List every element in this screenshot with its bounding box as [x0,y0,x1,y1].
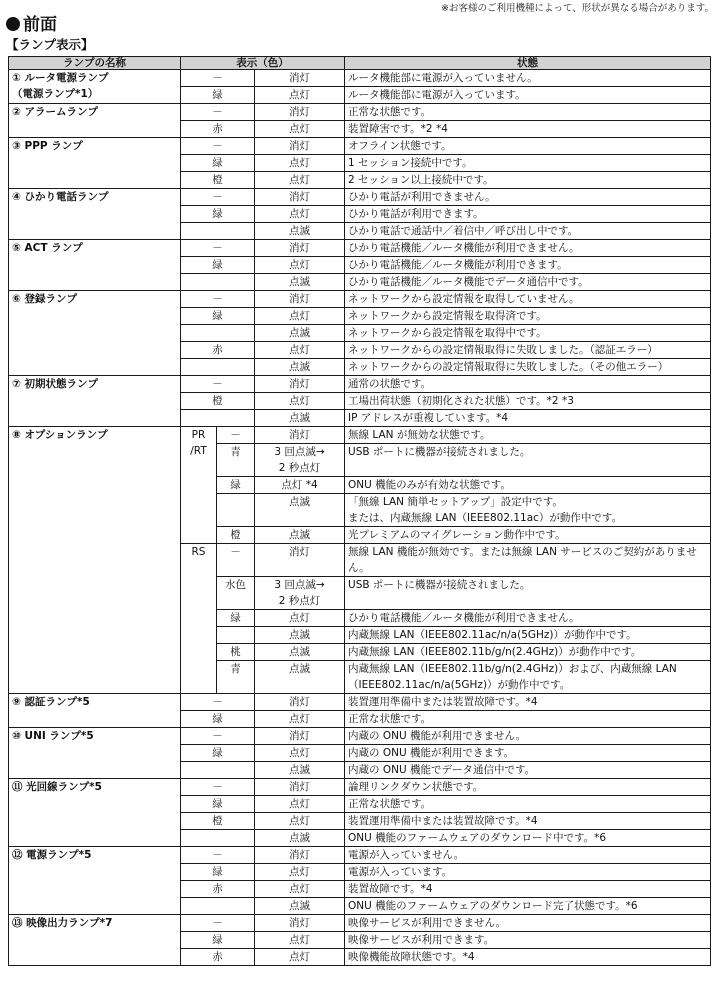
model-label: PR /RT [181,427,217,544]
lamp-status: ひかり電話機能／ルータ機能が利用できません。 [345,240,711,257]
lamp-name: ⑤ ACT ランプ [9,240,181,291]
lamp-color [181,274,255,291]
lamp-color [181,410,255,427]
lamp-display: 点灯 [255,342,345,359]
lamp-status: 装置運用準備中または装置故障です。*4 [345,813,711,830]
lamp-color: 青 [217,444,255,477]
lamp-name: ⑧ オプションランプ [9,427,181,694]
lamp-display: 点灯 [255,864,345,881]
lamp-status: 1 セッション接続中です。 [345,155,711,172]
lamp-status: ネットワークからの設定情報取得に失敗しました。（その他エラー） [345,359,711,376]
lamp-color: 赤 [181,121,255,138]
lamp-display: 点灯 *4 [255,477,345,494]
lamp-status: 2 セッション以上接続中です。 [345,172,711,189]
lamp-color [181,898,255,915]
lamp-status: 映像サービスが利用できます。 [345,932,711,949]
lamp-status: ひかり電話が利用できません。 [345,189,711,206]
lamp-color: － [217,427,255,444]
lamp-color [217,627,255,644]
lamp-display: 点滅 [255,223,345,240]
lamp-status: 無線 LAN 機能が無効です。または無線 LAN サービスのご契約がありません。 [345,544,711,577]
lamp-display: 消灯 [255,915,345,932]
lamp-status: 装置故障です。*4 [345,881,711,898]
lamp-status: 光プレミアムのマイグレーション動作中です。 [345,527,711,544]
lamp-color: 橙 [181,813,255,830]
lamp-status: ひかり電話で通話中／着信中／呼び出し中です。 [345,223,711,240]
lamp-display: 点灯 [255,121,345,138]
lamp-color: 緑 [181,257,255,274]
lamp-status: 内蔵の ONU 機能でデータ通信中です。 [345,762,711,779]
table-row [9,915,711,932]
lamp-status: ネットワークから設定情報を取得済です。 [345,308,711,325]
lamp-display: 消灯 [255,694,345,711]
lamp-color: 緑 [181,206,255,223]
lamp-status: 装置運用準備中または装置故障です。*4 [345,694,711,711]
lamp-display: 点灯 [255,393,345,410]
lamp-status: 正常な状態です。 [345,104,711,121]
lamp-name: ③ PPP ランプ [9,138,181,189]
lamp-name: ⑫ 電源ランプ*5 [9,847,181,915]
lamp-color: 緑 [181,87,255,104]
lamp-color: － [181,189,255,206]
lamp-color: 赤 [181,949,255,966]
lamp-display: 消灯 [255,544,345,577]
lamp-status: 論理リンクダウン状態です。 [345,779,711,796]
lamp-display: 点灯 [255,949,345,966]
lamp-display: 点灯 [255,610,345,627]
lamp-display: 消灯 [255,376,345,393]
lamp-color: 緑 [181,864,255,881]
lamp-display: 点滅 [255,644,345,661]
lamp-color [181,762,255,779]
lamp-display: 点灯 [255,172,345,189]
lamp-color [217,494,255,527]
lamp-table [8,56,711,966]
lamp-display: 点灯 [255,745,345,762]
lamp-status: 工場出荷状態（初期化された状態）です。*2 *3 [345,393,711,410]
lamp-color [181,359,255,376]
lamp-color: － [181,104,255,121]
lamp-display: 点滅 [255,762,345,779]
lamp-status: 正常な状態です。 [345,711,711,728]
table-row [9,70,711,87]
lamp-display: 消灯 [255,104,345,121]
lamp-status: 電源が入っています。 [345,864,711,881]
lamp-color: － [181,915,255,932]
lamp-color: － [181,240,255,257]
lamp-status: ひかり電話が利用できます。 [345,206,711,223]
lamp-status: 内蔵の ONU 機能が利用できます。 [345,745,711,762]
lamp-color: － [181,376,255,393]
lamp-display: 点滅 [255,661,345,694]
lamp-display: 消灯 [255,138,345,155]
lamp-display: 点滅 [255,359,345,376]
lamp-color: 緑 [217,477,255,494]
lamp-display: 3 回点滅→ 2 秒点灯 [255,444,345,477]
lamp-name: ⑩ UNI ランプ*5 [9,728,181,779]
model-label: RS [181,544,217,694]
lamp-display: 点灯 [255,932,345,949]
lamp-color: 赤 [181,342,255,359]
lamp-display: 点灯 [255,796,345,813]
lamp-display: 点灯 [255,206,345,223]
lamp-color: － [181,847,255,864]
lamp-color: 桃 [217,644,255,661]
table-row [9,728,711,745]
lamp-color: 緑 [181,155,255,172]
lamp-status: ネットワークからの設定情報取得に失敗しました。（認証エラー） [345,342,711,359]
front-title-text: 前面 [23,15,57,35]
lamp-status: ひかり電話機能／ルータ機能が利用できます。 [345,257,711,274]
lamp-color: － [181,291,255,308]
col-header-name: ランプの名称 [9,57,181,70]
lamp-color: 緑 [181,745,255,762]
lamp-name: ⑥ 登録ランプ [9,291,181,376]
model-note: ※お客様のご利用機種によって、形状が異なる場合があります。 [440,3,714,14]
lamp-name: ② アラームランプ [9,104,181,138]
lamp-status: 内蔵の ONU 機能が利用できません。 [345,728,711,745]
lamp-display: 3 回点滅→ 2 秒点灯 [255,577,345,610]
lamp-display: 点滅 [255,898,345,915]
lamp-color: 橙 [181,393,255,410]
lamp-status: 装置障害です。*2 *4 [345,121,711,138]
lamp-display: 点灯 [255,155,345,172]
lamp-display: 点灯 [255,87,345,104]
lamp-color: － [181,138,255,155]
table-row [9,694,711,711]
lamp-display: 消灯 [255,291,345,308]
lamp-status: 内蔵無線 LAN（IEEE802.11b/g/n(2.4GHz)）および、内蔵無線 LAN（IEEE802.11ac/n/a(5GHz)）が動作中です。 [345,661,711,694]
lamp-display: 点滅 [255,627,345,644]
lamp-display: 点灯 [255,711,345,728]
col-header-display: 表示（色） [181,57,345,70]
table-row [9,376,711,393]
lamp-status: USB ポートに機器が接続されました。 [345,577,711,610]
lamp-name: ⑨ 認証ランプ*5 [9,694,181,728]
lamp-color: 橙 [181,172,255,189]
lamp-status: 映像機能故障状態です。*4 [345,949,711,966]
lamp-color [181,325,255,342]
lamp-color: 橙 [217,527,255,544]
lamp-name: ⑪ 光回線ランプ*5 [9,779,181,847]
lamp-color: － [181,779,255,796]
lamp-name: ⑦ 初期状態ランプ [9,376,181,427]
col-header-status: 状態 [345,57,711,70]
lamp-display: 点滅 [255,494,345,527]
lamp-status: USB ポートに機器が接続されました。 [345,444,711,477]
lamp-status: 電源が入っていません。 [345,847,711,864]
table-row [9,779,711,796]
section-title: 【ランプ表示】 [6,37,94,52]
lamp-display: 点灯 [255,813,345,830]
lamp-name: ④ ひかり電話ランプ [9,189,181,240]
lamp-display: 消灯 [255,70,345,87]
lamp-display: 消灯 [255,728,345,745]
lamp-display: 消灯 [255,427,345,444]
lamp-status: ONU 機能のファームウェアのダウンロード完了状態です。*6 [345,898,711,915]
lamp-color: － [181,728,255,745]
lamp-display: 点滅 [255,830,345,847]
lamp-color [181,830,255,847]
table-header-row [9,57,711,70]
lamp-color: 緑 [217,610,255,627]
lamp-name: ⑬ 映像出力ランプ*7 [9,915,181,966]
bullet-icon [6,17,20,31]
lamp-color: － [217,544,255,577]
table-row [9,847,711,864]
lamp-display: 消灯 [255,779,345,796]
lamp-color: 水色 [217,577,255,610]
lamp-color: 緑 [181,796,255,813]
lamp-display: 消灯 [255,189,345,206]
lamp-color: － [181,694,255,711]
lamp-display: 点滅 [255,410,345,427]
front-title [6,10,57,35]
lamp-color: 青 [217,661,255,694]
lamp-status: 内蔵無線 LAN（IEEE802.11b/g/n(2.4GHz)）が動作中です。 [345,644,711,661]
lamp-color: 緑 [181,711,255,728]
table-row [9,240,711,257]
lamp-display: 消灯 [255,847,345,864]
lamp-status: オフライン状態です。 [345,138,711,155]
lamp-status: 「無線 LAN 簡単セットアップ」設定中です。 または、内蔵無線 LAN（IEEE802.11ac）が動作中です。 [345,494,711,527]
lamp-status: 内蔵無線 LAN（IEEE802.11ac/n/a(5GHz)）が動作中です。 [345,627,711,644]
lamp-display: 点滅 [255,325,345,342]
lamp-status: 映像サービスが利用できません。 [345,915,711,932]
lamp-status: ひかり電話機能／ルータ機能でデータ通信中です。 [345,274,711,291]
table-row [9,104,711,121]
table-row [9,427,711,444]
lamp-display: 点灯 [255,881,345,898]
lamp-color: 緑 [181,932,255,949]
lamp-name: ① ルータ電源ランプ （電源ランプ*1） [9,70,181,104]
lamp-display: 点灯 [255,257,345,274]
lamp-color: － [181,70,255,87]
lamp-status: 通常の状態です。 [345,376,711,393]
lamp-status: ネットワークから設定情報を取得中です。 [345,325,711,342]
lamp-status: ONU 機能のみが有効な状態です。 [345,477,711,494]
lamp-display: 点灯 [255,308,345,325]
lamp-display: 点滅 [255,527,345,544]
table-row [9,138,711,155]
lamp-color: 緑 [181,308,255,325]
lamp-status: ネットワークから設定情報を取得していません。 [345,291,711,308]
lamp-display: 点滅 [255,274,345,291]
lamp-status: ルータ機能部に電源が入っていません。 [345,70,711,87]
lamp-display: 消灯 [255,240,345,257]
table-row [9,189,711,206]
lamp-color [181,223,255,240]
lamp-color: 赤 [181,881,255,898]
lamp-status: IP アドレスが重複しています。*4 [345,410,711,427]
lamp-status: ひかり電話機能／ルータ機能が利用できません。 [345,610,711,627]
lamp-status: 正常な状態です。 [345,796,711,813]
table-row [9,291,711,308]
lamp-status: ONU 機能のファームウェアのダウンロード中です。*6 [345,830,711,847]
lamp-status: 無線 LAN が無効な状態です。 [345,427,711,444]
lamp-status: ルータ機能部に電源が入っています。 [345,87,711,104]
